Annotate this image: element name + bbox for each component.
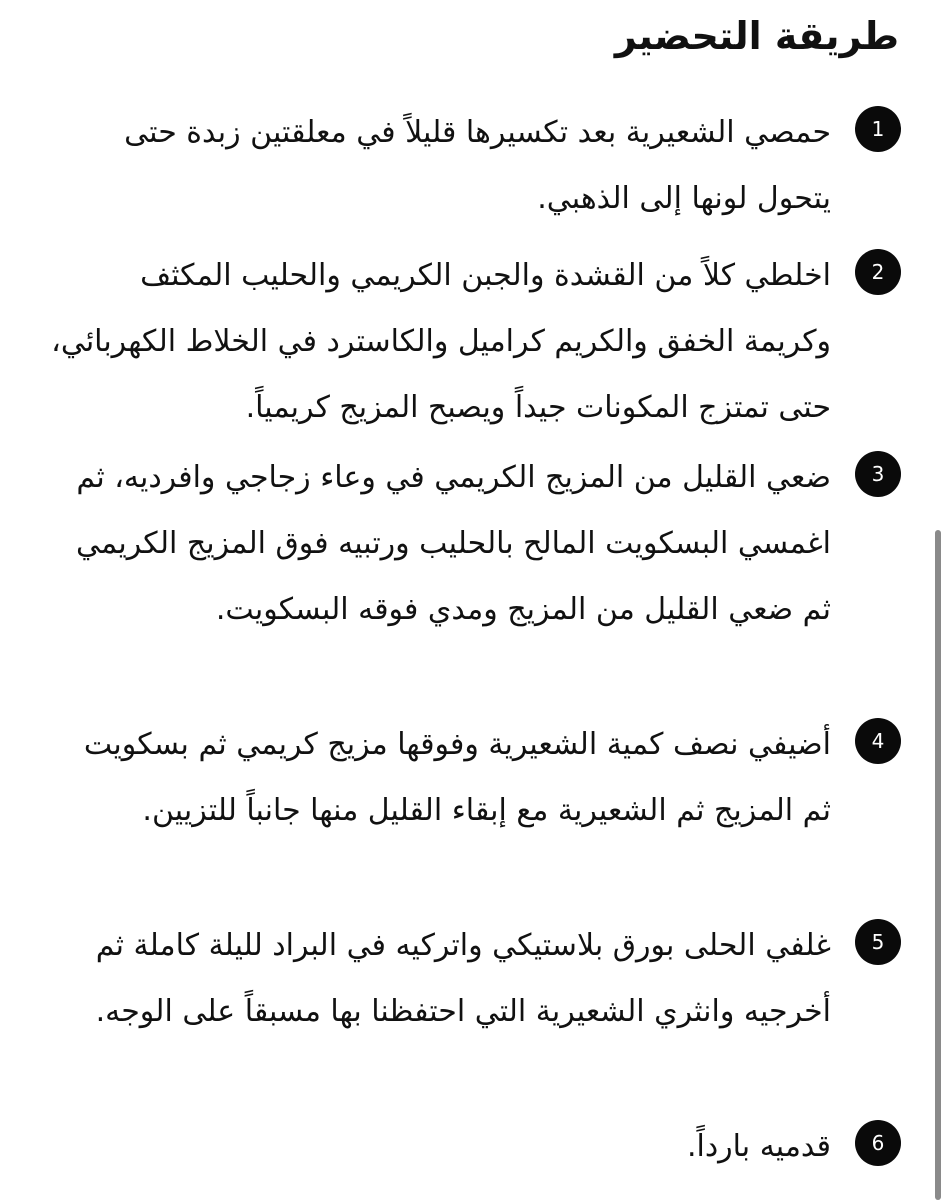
step-number-badge: 5 [855, 919, 901, 965]
step-text: اخلطي كلاً من القشدة والجبن الكريمي والحليب المكثف وكريمة الخفق والكريم كراميل والكاسترد في الخلاط الكهربائي، حتى تمتزج المكونات جيداً ويصبح المزيج كريمياً. [51, 258, 831, 425]
step-text: قدميه بارداً. [686, 1129, 831, 1164]
step-text: حمصي الشعيرية بعد تكسيرها قليلاً في معلقتين زبدة حتى يتحول لونها إلى الذهبي. [124, 115, 831, 216]
step-text: أضيفي نصف كمية الشعيرية وفوقها مزيج كريمي ثم بسكويت ثم المزيج ثم الشعيرية مع إبقاء القليل منها جانباً للتزيين. [83, 727, 831, 828]
step-text: ضعي القليل من المزيج الكريمي في وعاء زجاجي وافرديه، ثم اغمسي البسكويت المالح بالحليب ورتبيه فوق المزيج الكريمي ثم ضعي القليل من المزيج ومدي فوقه البسكويت. [76, 460, 831, 627]
scrollbar[interactable] [935, 530, 941, 1200]
step-text: غلفي الحلى بورق بلاستيكي واتركيه في البراد لليلة كاملة ثم أخرجيه وانثري الشعيرية التي احتفظنا بها مسبقاً على الوجه. [95, 928, 831, 1029]
step-number-badge: 2 [855, 249, 901, 295]
page-title: طريقة التحضير [614, 14, 899, 58]
step-number-badge: 6 [855, 1120, 901, 1166]
step-number-badge: 4 [855, 718, 901, 764]
step-number-badge: 3 [855, 451, 901, 497]
step-number-badge: 1 [855, 106, 901, 152]
